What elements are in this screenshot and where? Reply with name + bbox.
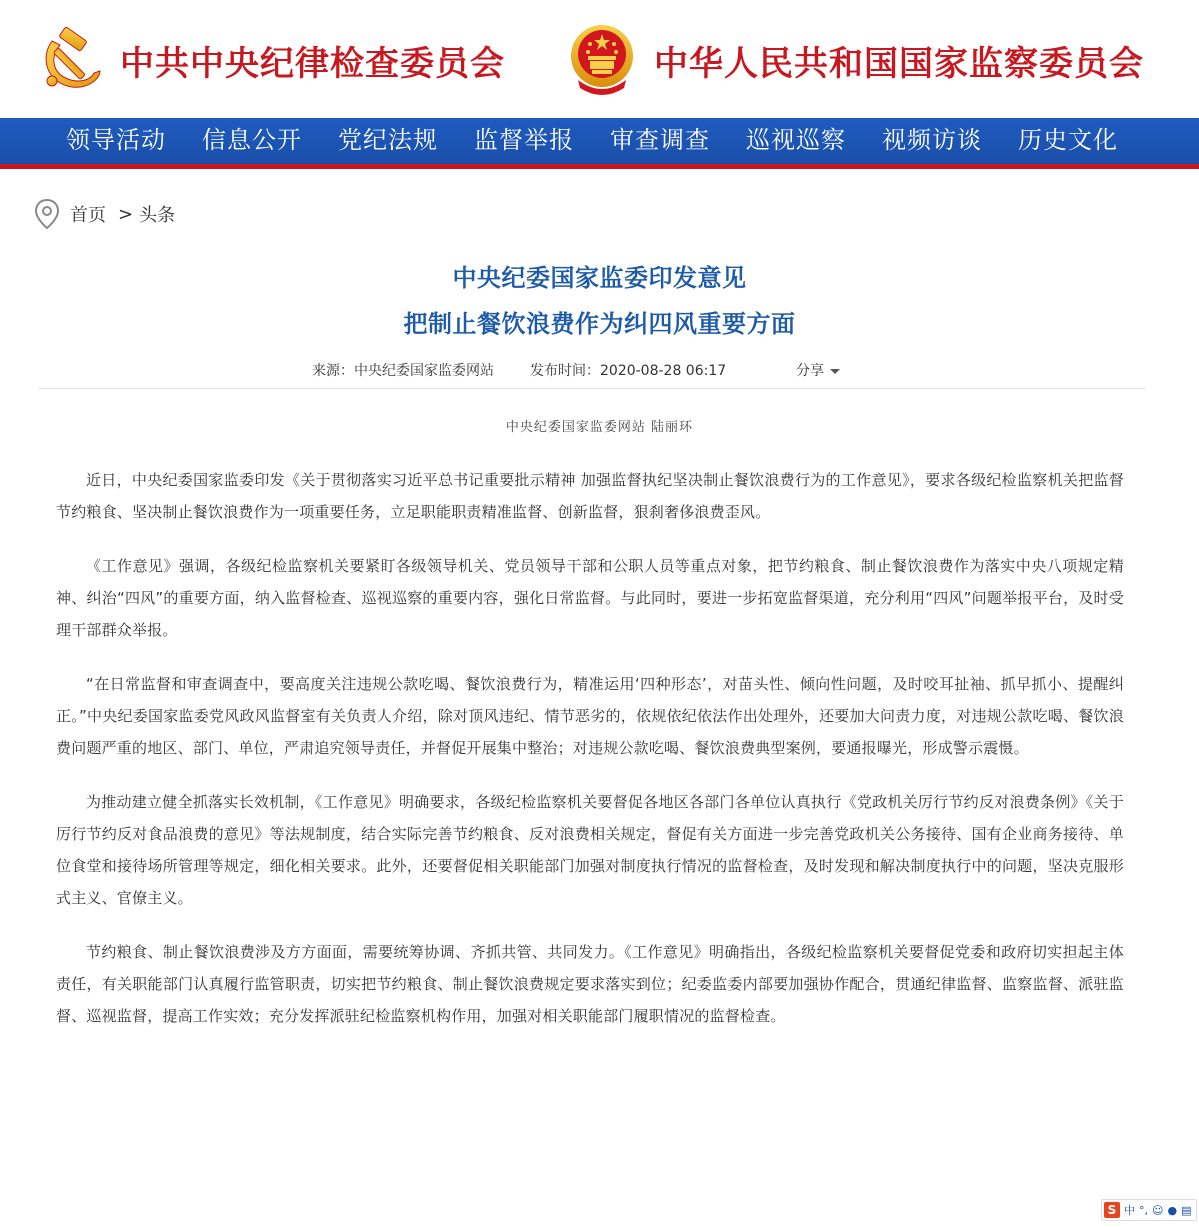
- nav-item-investigation[interactable]: 审查调查: [610, 126, 710, 154]
- nsc-name: 中华人民共和国国家监察委员会: [654, 43, 1144, 84]
- breadcrumb-current[interactable]: 头条: [139, 205, 176, 226]
- location-pin-icon: [34, 198, 60, 230]
- microphone-icon[interactable]: ●: [1167, 1203, 1178, 1217]
- ccdi-name: 中共中央纪律检查委员会: [120, 43, 505, 84]
- main-nav: [0, 118, 1199, 169]
- national-emblem-icon: [568, 22, 636, 98]
- ime-toolbar[interactable]: [1101, 1199, 1197, 1221]
- chevron-down-icon: [830, 369, 840, 374]
- share-label: 分享: [796, 363, 824, 379]
- nsc-logo-link[interactable]: [568, 20, 1144, 100]
- article-publish-time: 发布时间：2020-08-28 06:17: [530, 363, 727, 379]
- ccdi-logo-link[interactable]: [38, 20, 505, 100]
- ime-mode[interactable]: 中: [1124, 1204, 1135, 1217]
- nav-item-regulations[interactable]: 党纪法规: [338, 126, 438, 154]
- nav-item-leadership[interactable]: 领导活动: [66, 126, 166, 154]
- article-body: [56, 464, 1124, 1054]
- article-paragraph: 为推动建立健全抓落实长效机制，《工作意见》明确要求，各级纪检监察机关要督促各地区各部门各单位认真执行《党政机关厉行节约反对浪费条例》《关于厉行节约反对食品浪费的意见》等法规制度，结合实际完善节约粮食、反对浪费相关规定，督促有关方面进一步完善党政机关公务接待、国有企业商务接待、单位食堂和接待场所管理等规定，细化相关要求。此外，还要督促相关职能部门加强对制度执行情况的监督检查，及时发现和解决制度执行中的问题，坚决克服形式主义、官僚主义。: [56, 793, 1124, 907]
- article-source: 来源：中央纪委国家监委网站: [312, 363, 494, 379]
- keyboard-icon[interactable]: ▤: [1181, 1203, 1192, 1217]
- breadcrumb-home[interactable]: 首页: [70, 205, 106, 226]
- share-button[interactable]: [796, 360, 840, 380]
- breadcrumb: [34, 198, 175, 230]
- article-paragraph: 《工作意见》强调，各级纪检监察机关要紧盯各级领导机关、党员领导干部和公职人员等重点对象，把节约粮食、制止餐饮浪费作为落实中央八项规定精神、纠治“四风”的重要方面，纳入监督检查、巡视巡察的重要内容，强化日常监督。与此同时，要进一步拓宽监督渠道，充分利用“四风”问题举报平台，及时受理干部群众举报。: [56, 557, 1124, 639]
- article-paragraph: “在日常监督和审查调查中，要高度关注违规公款吃喝、餐饮浪费行为，精准运用‘四种形态’，对苗头性、倾向性问题，及时咬耳扯袖、抓早抓小、提醒纠正。”中央纪委国家监委党风政风监督室有关负责人介绍，除对顶风违纪、情节恶劣的，依规依纪依法作出处理外，还要加大问责力度，对违规公款吃喝、餐饮浪费问题严重的地区、部门、单位，严肃追究领导责任，并督促开展集中整治；对违规公款吃喝、餐饮浪费典型案例，要通报曝光，形成警示震慑。: [56, 675, 1124, 757]
- nav-item-info-disclosure[interactable]: 信息公开: [202, 126, 302, 154]
- article-subtitle: 把制止餐饮浪费作为纠四风重要方面: [403, 310, 796, 338]
- breadcrumb-separator: >: [118, 203, 134, 225]
- meta-divider: [38, 388, 1146, 389]
- nav-item-video[interactable]: 视频访谈: [882, 126, 982, 154]
- punctuation-icon[interactable]: °,: [1139, 1203, 1148, 1217]
- article-byline: 中央纪委国家监委网站 陆丽环: [505, 420, 694, 435]
- nav-item-inspection[interactable]: 巡视巡察: [746, 126, 846, 154]
- nav-item-history[interactable]: 历史文化: [1018, 126, 1118, 154]
- site-header: [0, 0, 1199, 118]
- article-paragraph: 节约粮食、制止餐饮浪费涉及方方面面，需要统筹协调、齐抓共管、共同发力。《工作意见》明确指出，各级纪检监察机关要督促党委和政府切实担起主体责任，有关职能部门认真履行监管职责，切实把节约粮食、制止餐饮浪费规定要求落实到位；纪委监委内部要加强协作配合，贯通纪律监督、监察监督、派驻监督、巡视监督，提高工作实效；充分发挥派驻纪检监察机构作用，加强对相关职能部门履职情况的监督检查。: [56, 943, 1124, 1025]
- ime-logo-icon: S: [1104, 1202, 1120, 1218]
- nav-item-report[interactable]: 监督举报: [474, 126, 574, 154]
- emoji-icon[interactable]: ☺: [1152, 1203, 1164, 1217]
- hammer-sickle-icon: [38, 27, 104, 93]
- article-title: 中央纪委国家监委印发意见: [452, 264, 747, 292]
- article-paragraph: 近日，中央纪委国家监委印发《关于贯彻落实习近平总书记重要批示精神 加强监督执纪坚决制止餐饮浪费行为的工作意见》，要求各级纪检监察机关把监督节约粮食、坚决制止餐饮浪费作为一项重要任务，立足职能职责精准监督、创新监督，狠刹奢侈浪费歪风。: [56, 471, 1124, 521]
